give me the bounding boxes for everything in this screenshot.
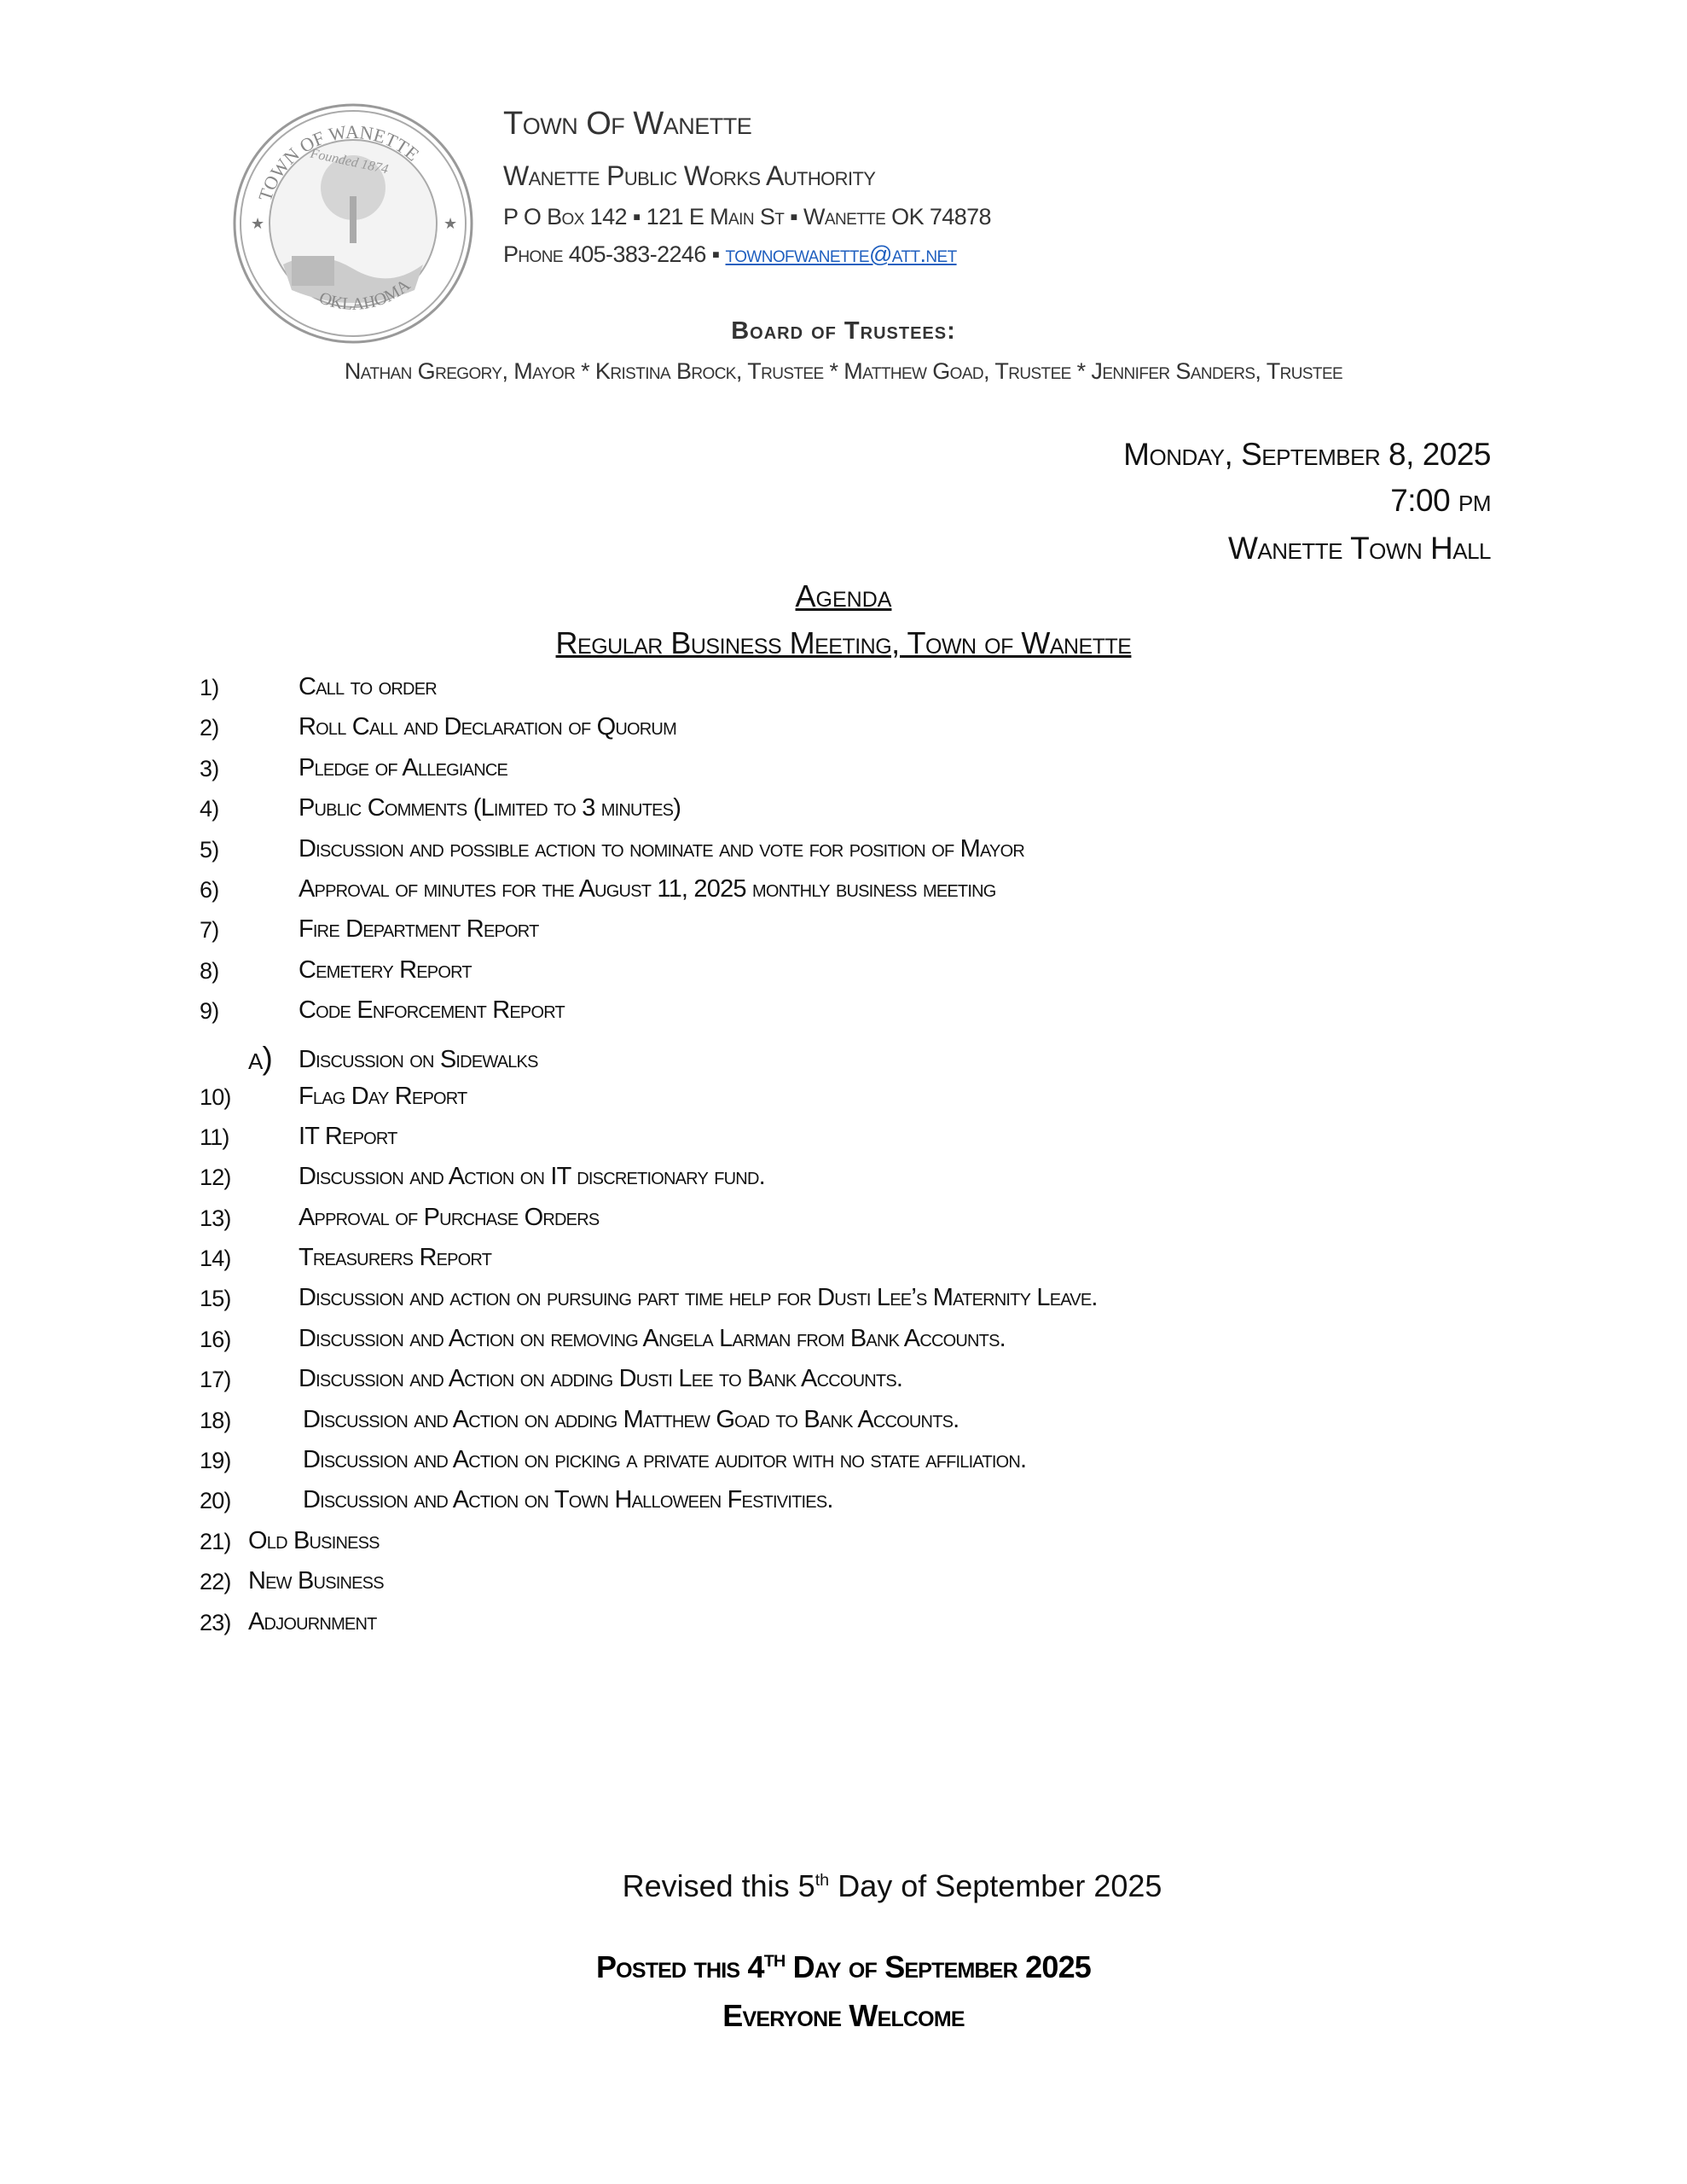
board-heading: Board of Trustees: — [731, 317, 956, 345]
agenda-item — [0, 1281, 1687, 1321]
agenda-item-text: Discussion and Action on adding Matthew Goad to Bank Accounts. — [303, 1405, 959, 1433]
agenda-item-text: New Business — [248, 1567, 384, 1595]
board-members: Nathan Gregory, Mayor * Kristina Brock, Trustee * Matthew Goad, Trustee * Jennifer Sanders, Trustee — [344, 358, 1343, 384]
svg-text:Founded 1874: Founded 1874 — [309, 146, 390, 177]
agenda-item-number: 5) — [200, 836, 219, 863]
agenda-item-text: Flag Day Report — [299, 1082, 467, 1110]
agenda-item — [0, 1524, 1687, 1564]
agenda-item — [0, 1483, 1687, 1523]
agenda-item-number: 16) — [200, 1326, 231, 1352]
agenda-item — [0, 993, 1687, 1033]
agenda-item-text: Approval of minutes for the August 11, 2025 monthly business meeting — [299, 874, 996, 903]
email-link[interactable]: townofwanette@att.net — [725, 241, 957, 267]
agenda-item-text: Roll Call and Declaration of Quorum — [299, 713, 676, 741]
agenda-item-number: 11) — [200, 1124, 229, 1150]
agenda-item-text: Discussion and Action on removing Angela Larman from Bank Accounts. — [299, 1324, 1006, 1352]
agenda-item — [0, 751, 1687, 791]
agenda-list — [0, 670, 1687, 1645]
svg-text:★: ★ — [251, 215, 265, 232]
agenda-item — [0, 1119, 1687, 1159]
agenda-item-number: a) — [248, 1040, 273, 1076]
agenda-item — [0, 1200, 1687, 1240]
meeting-date: Monday, September 8, 2025 — [1123, 437, 1491, 472]
agenda-item — [0, 670, 1687, 710]
agenda-item — [0, 1605, 1687, 1645]
agenda-item — [0, 872, 1687, 912]
agenda-heading: Agenda — [795, 578, 892, 613]
agenda-item — [0, 832, 1687, 872]
meeting-location: Wanette Town Hall — [1227, 531, 1491, 566]
agenda-item-number: 20) — [200, 1488, 231, 1514]
contact-line — [503, 241, 957, 268]
agenda-item-number: 17) — [200, 1367, 231, 1393]
agenda-item-text: Public Comments (Limited to 3 minutes) — [299, 794, 681, 822]
agenda-item-text: Discussion and Action on adding Dusti Lee to Bank Accounts. — [299, 1365, 903, 1393]
town-seal-logo — [232, 102, 474, 345]
agenda-item-number: 21) — [200, 1528, 231, 1554]
agenda-item — [0, 1079, 1687, 1119]
agenda-item — [0, 1034, 1687, 1079]
agenda-item — [0, 1564, 1687, 1604]
svg-text:★: ★ — [443, 215, 458, 232]
agenda-item-number: 12) — [200, 1165, 231, 1191]
address: P O Box 142 ▪ 121 E Main St ▪ Wanette OK 74878 — [503, 204, 991, 229]
agenda-item-number: 9) — [200, 998, 219, 1025]
agenda-item — [0, 953, 1687, 993]
town-title: Town Of Wanette — [503, 106, 752, 142]
agenda-item-text: Old Business — [248, 1526, 380, 1554]
agenda-item-number: 15) — [200, 1286, 231, 1312]
agenda-item-text: Discussion and possible action to nominate and vote for position of Mayor — [299, 834, 1024, 863]
authority-name: Wanette Public Works Authority — [503, 160, 876, 191]
agenda-item-text: Call to order — [299, 673, 437, 700]
agenda-item-text: Discussion and Action on IT discretionary fund. — [299, 1163, 765, 1191]
agenda-item-number: 22) — [200, 1569, 231, 1595]
agenda-item-number: 6) — [200, 876, 219, 903]
agenda-item-text: IT Report — [299, 1122, 397, 1150]
agenda-item-number: 4) — [200, 796, 219, 822]
agenda-item-number: 3) — [200, 755, 219, 781]
agenda-item — [0, 710, 1687, 750]
posted-note: Posted this 4TH Day of September 2025 — [595, 1949, 1092, 1984]
agenda-item-number: 10) — [200, 1083, 231, 1110]
agenda-item-number: 14) — [200, 1246, 231, 1272]
agenda-item — [0, 791, 1687, 831]
agenda-item-text: Pledge of Allegiance — [299, 753, 508, 781]
agenda-item-number: 2) — [200, 715, 219, 741]
agenda-item-text: Discussion and Action on picking a private auditor with no state affiliation. — [303, 1446, 1027, 1474]
svg-text:OKLAHOMA: OKLAHOMA — [316, 276, 415, 315]
agenda-item-text: Adjournment — [248, 1607, 377, 1635]
svg-text:TOWN OF WANETTE: TOWN OF WANETTE — [253, 120, 424, 204]
revised-note: Revised this 5th Day of September 2025 — [622, 1868, 1162, 1903]
agenda-item — [0, 1443, 1687, 1483]
welcome-note: Everyone Welcome — [722, 1998, 965, 2033]
agenda-item-number: 8) — [200, 957, 219, 984]
agenda-item — [0, 912, 1687, 952]
agenda-subheading: Regular Business Meeting, Town of Wanette — [555, 625, 1132, 660]
agenda-item — [0, 1159, 1687, 1199]
agenda-item-number: 19) — [200, 1448, 231, 1474]
agenda-item-text: Discussion on Sidewalks — [299, 1045, 538, 1073]
agenda-item-number: 7) — [200, 917, 219, 944]
phone: Phone 405-383-2246 ▪ — [503, 241, 720, 267]
agenda-item-number: 23) — [200, 1609, 231, 1635]
agenda-item — [0, 1362, 1687, 1402]
agenda-item-text: Treasurers Report — [299, 1244, 492, 1272]
agenda-item-text: Discussion and action on pursuing part time help for Dusti Lee’s Maternity Leave. — [299, 1284, 1098, 1312]
agenda-item-number: 13) — [200, 1205, 231, 1231]
agenda-item-text: Cemetery Report — [299, 956, 472, 984]
agenda-item-number: 18) — [200, 1407, 231, 1433]
meeting-time: 7:00 pm — [1390, 483, 1491, 518]
agenda-item-number: 1) — [200, 675, 219, 700]
agenda-item — [0, 1321, 1687, 1362]
agenda-item-text: Approval of Purchase Orders — [299, 1203, 600, 1231]
agenda-item — [0, 1403, 1687, 1443]
agenda-item — [0, 1240, 1687, 1281]
agenda-item-text: Code Enforcement Report — [299, 996, 565, 1025]
agenda-item-text: Discussion and Action on Town Halloween Festivities. — [303, 1486, 833, 1514]
agenda-item-text: Fire Department Report — [299, 915, 539, 944]
